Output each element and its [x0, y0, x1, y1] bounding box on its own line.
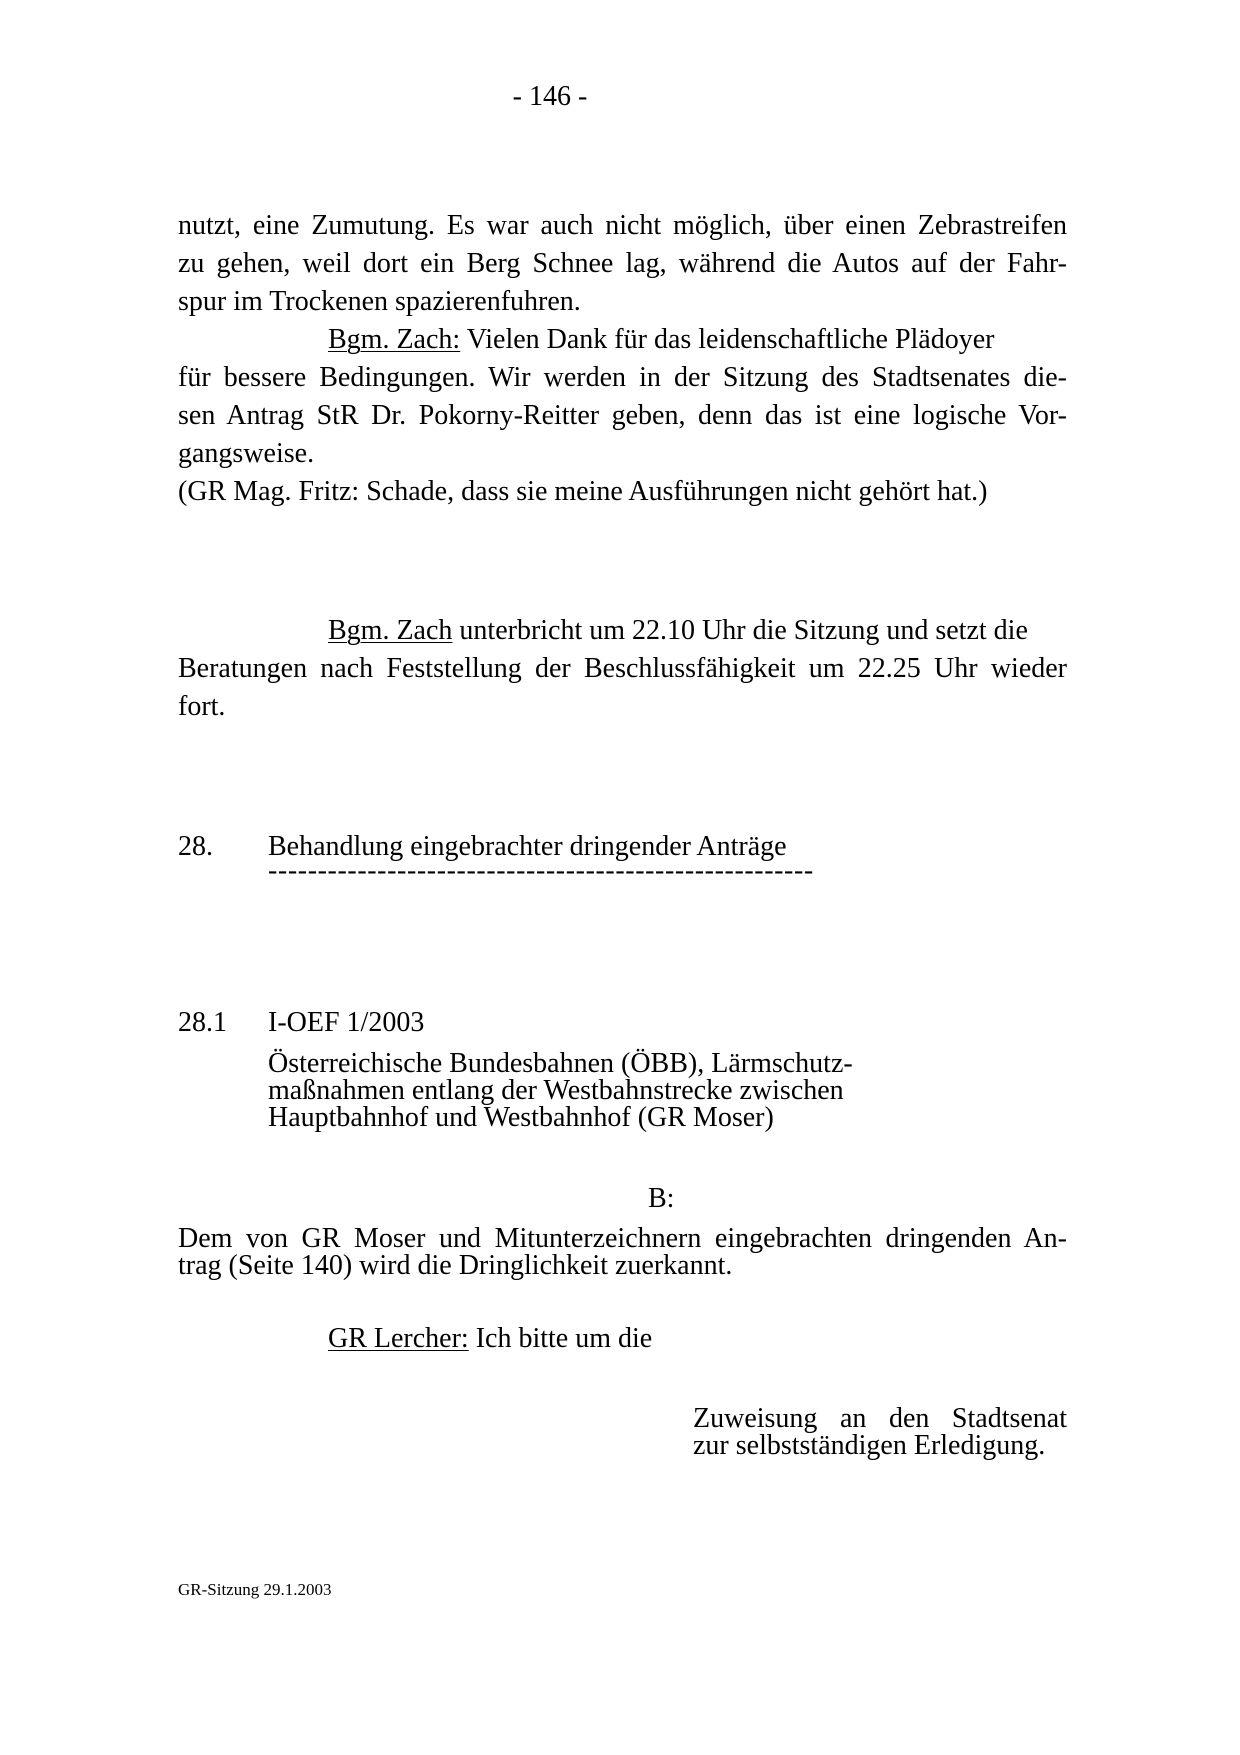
- speaker-text: unterbricht um 22.10 Uhr die Sitzung und setzt die: [452, 615, 1028, 646]
- item-number: 28.1: [178, 1007, 227, 1038]
- paragraph-line: für bessere Bedingungen. Wir werden in der Sitzung des Stadtsenates die-: [178, 362, 1067, 393]
- section-number: 28.: [178, 831, 213, 862]
- speaker-line: [328, 321, 995, 359]
- request-line: Zuweisung an den Stadtsenat: [693, 1403, 1067, 1434]
- paragraph-line: nutzt, eine Zumutung. Es war auch nicht möglich, über einen Zebrastreifen: [178, 210, 1067, 241]
- speaker-line: [328, 612, 1028, 650]
- request-line: zur selbstständigen Erledigung.: [693, 1430, 1046, 1461]
- speaker-name: Bgm. Zach:: [328, 324, 461, 355]
- paragraph-line: fort.: [178, 691, 226, 722]
- page-number: - 146 -: [512, 81, 588, 112]
- section-title-underline: -------------------------------------------------------: [268, 855, 814, 886]
- interjection: (GR Mag. Fritz: Schade, dass sie meine Ausführungen nicht gehört hat.): [178, 476, 988, 507]
- paragraph-line: spur im Trockenen spazierenfuhren.: [178, 286, 581, 317]
- item-title-line: maßnahmen entlang der Westbahnstrecke zwischen: [268, 1075, 844, 1106]
- resolution-line: trag (Seite 140) wird die Dringlichkeit zuerkannt.: [178, 1250, 733, 1281]
- speaker-name: Bgm. Zach: [328, 615, 453, 646]
- item-title-line: Hauptbahnhof und Westbahnhof (GR Moser): [268, 1102, 774, 1133]
- page-footer: GR-Sitzung 29.1.2003: [178, 1580, 332, 1599]
- item-title-line: Österreichische Bundesbahnen (ÖBB), Lärmschutz-: [268, 1048, 853, 1079]
- section-title: Behandlung eingebrachter dringender Anträge: [268, 831, 787, 862]
- paragraph-line: zu gehen, weil dort ein Berg Schnee lag, während die Autos auf der Fahr-: [178, 248, 1067, 279]
- resolution-marker: B:: [648, 1183, 675, 1214]
- item-code: I-OEF 1/2003: [268, 1007, 425, 1038]
- speaker-text: Vielen Dank für das leidenschaftliche Plädoyer: [460, 324, 995, 355]
- speaker-text: Ich bitte um die: [468, 1323, 653, 1354]
- paragraph-line: gangsweise.: [178, 438, 315, 469]
- speaker-line: [328, 1320, 652, 1358]
- paragraph-line: sen Antrag StR Dr. Pokorny-Reitter geben, denn das ist eine logische Vor-: [178, 400, 1067, 431]
- resolution-line: Dem von GR Moser und Mitunterzeichnern eingebrachten dringenden An-: [178, 1223, 1067, 1254]
- speaker-name: GR Lercher:: [328, 1323, 469, 1354]
- paragraph-line: Beratungen nach Feststellung der Beschlussfähigkeit um 22.25 Uhr wieder: [178, 653, 1067, 684]
